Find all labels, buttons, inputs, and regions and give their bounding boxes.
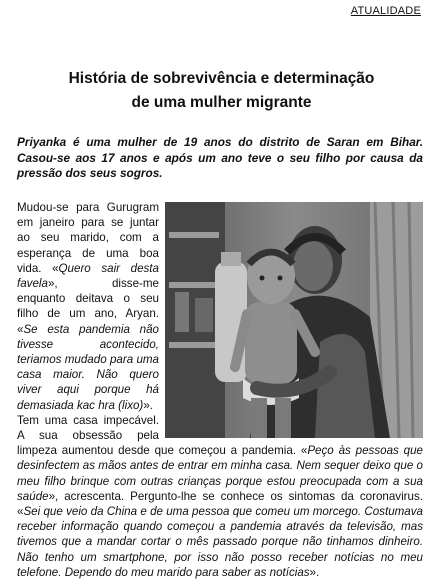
p1-quote-1: Quero sair desta favela — [17, 261, 159, 291]
p1-text-2: », disse-me enquanto deitava o seu filho de um ano, Aryan. « — [17, 277, 159, 336]
article-title — [0, 67, 443, 115]
p1-text-3: ». — [143, 398, 153, 412]
title-line-2: de uma mulher migrante — [131, 94, 312, 111]
p1-quote-2: Se esta pandemia não tivesse acontecido, teriamos mudado para uma casa maior. Não quero viver aqui porque há demasiada kac hra (lixo) — [17, 322, 159, 412]
p2-quote-2: Sei que veio da China e de uma pessoa que comeu um morcego. Costumava receber informação quando começou a pandemia através da televisão, mas tivemos que a mandar cortar o mês passado porque não tinhamos dinheiro. Não tenho um smartphone, por isso não posso receber notícias no meu telefone. Dependo do meu marido para saber as notícias — [17, 505, 423, 579]
p2-text-3: ». — [309, 565, 320, 579]
title-line-1: História de sobrevivência e determinação — [68, 70, 375, 87]
p1-text-1: Mudou-se para Gurugram em janeiro para se juntar ao seu marido, com a esperança de uma boa vida. « — [17, 201, 159, 275]
p2-text-1: Tem uma casa impecável. A sua obsessão pela limpeza aumentou desde que começou a pandemia. « — [17, 413, 308, 458]
section-tag[interactable]: ATUALIDADE — [350, 5, 421, 17]
article-photo — [165, 202, 423, 438]
p2-text-2: », acrescenta. Pergunto-lhe se conhece os sintomas da coronavirus. « — [17, 489, 423, 519]
article-body — [17, 200, 423, 580]
p2-quote-1: Peço às pessoas que desinfectem as mãos antes de entrar em minha casa. Nem sequer deixo que o meu filho brinque com outras crianças porque estou preocupada com a sua saúde — [17, 444, 423, 503]
article-lead: Priyanka é uma mulher de 19 anos do distrito de Saran em Bihar. Casou-se aos 17 anos e após um ano teve o seu filho por causa da pressão dos seus sogros. — [17, 135, 423, 180]
mother-and-child-photo — [165, 202, 423, 438]
